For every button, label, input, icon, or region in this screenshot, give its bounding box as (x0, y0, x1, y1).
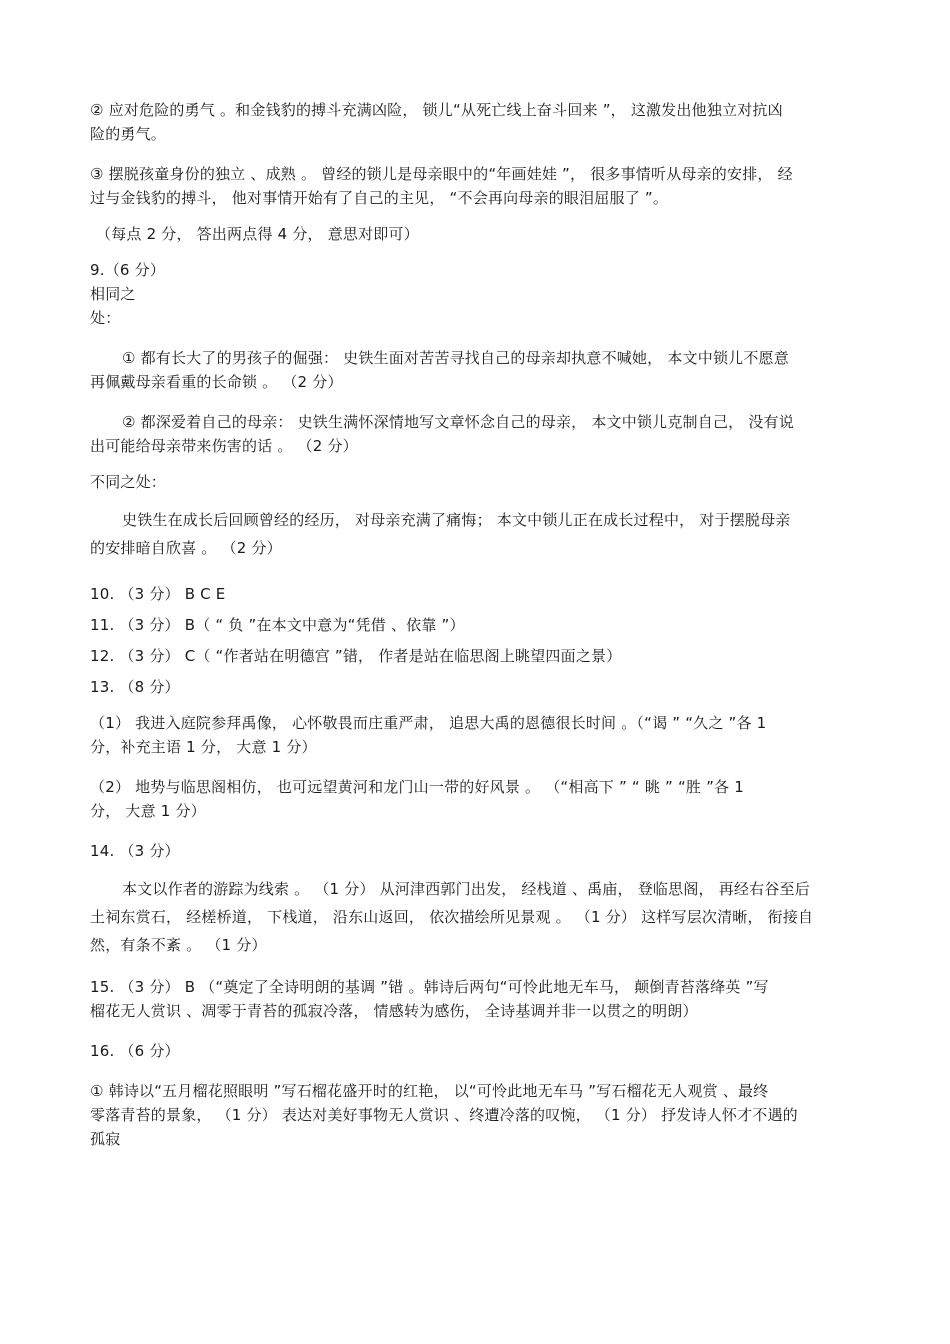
q9-diff-label: 不同之处： (90, 473, 167, 491)
q16-point-1 (90, 1079, 860, 1151)
text-line: 分， 大意 1 分） (90, 802, 206, 820)
answer-sheet-page (90, 98, 860, 1151)
text-line: ② 应对危险的勇气 。和金钱豹的搏斗充满凶险， 锁儿“从死亡线上奋斗回来 ”， 这激发出他独立对抗凶 (90, 101, 783, 119)
q12-answer: 12. （3 分） C（ “作者站在明德宫 ”错， 作者是站在临思阁上眺望四面之景） (90, 647, 622, 665)
text-line: 零落青苔的景象， （1 分） 表达对美好事物无人赏识 、终遭冷落的叹惋， （1 分） 抒发诗人怀才不遇的 (90, 1106, 798, 1124)
q13-part-2 (90, 775, 860, 823)
q14-header: 14. （3 分） (90, 842, 180, 860)
q13-part-1 (90, 711, 860, 759)
text-line: 土祠东赏石， 经槎桥道， 下栈道， 沿东山返回， 依次描绘所见景观 。 （1 分） 这样写层次清晰， 衔接自 (90, 908, 814, 926)
q9-same-point-2 (90, 410, 860, 458)
text-line: 过与金钱豹的搏斗， 他对事情开始有了自己的主见， “不会再向母亲的眼泪屈服了 ”。 (90, 189, 669, 207)
q8-point-2 (90, 98, 860, 146)
text-line: 险的勇气。 (90, 125, 167, 143)
q11-answer: 11. （3 分） B（ “ 负 ”在本文中意为“凭借 、依靠 ”） (90, 616, 465, 634)
text-line: 分，补充主语 1 分， 大意 1 分） (90, 738, 317, 756)
text-line: ① 韩诗以“五月榴花照眼明 ”写石榴花盛开时的红艳， 以“可怜此地无车马 ”写石榴花无人观赏 、最终 (90, 1082, 769, 1100)
q15-answer (90, 975, 860, 1023)
text-line: 史铁生在成长后回顾曾经的经历， 对母亲充满了痛悔； 本文中锁儿正在成长过程中， 对于摆脱母亲 (122, 511, 791, 529)
q9-header: 9.（6 分） (90, 261, 166, 279)
q8-scoring-note: （每点 2 分， 答出两点得 4 分， 意思对即可） (96, 225, 419, 243)
q10-answer: 10. （3 分） B C E (90, 585, 226, 603)
q16-header: 16. （6 分） (90, 1042, 180, 1060)
q14-answer (90, 875, 860, 959)
text-line: 然，有条不紊 。 （1 分） (90, 936, 267, 954)
text-line: 再佩戴母亲看重的长命锁 。 （2 分） (90, 373, 343, 391)
text-line: 榴花无人赏识 、凋零于青苔的孤寂冷落， 情感转为感伤， 全诗基调并非一以贯之的明朗） (90, 1002, 698, 1020)
q9-same-point-1 (90, 346, 860, 394)
text-line: ③ 摆脱孩童身份的独立 、成熟 。 曾经的锁儿是母亲眼中的“年画娃娃 ”， 很多事情听从母亲的安排， 经 (90, 165, 793, 183)
text-line: 相同之 (90, 285, 136, 303)
text-line: ① 都有长大了的男孩子的倔强： 史铁生面对苦苦寻找自己的母亲却执意不喊她， 本文中锁儿不愿意 (122, 349, 789, 367)
text-line: 处： (90, 309, 121, 327)
q13-header: 13. （8 分） (90, 678, 180, 696)
text-line: 本文以作者的游踪为线索 。 （1 分） 从河津西郭门出发， 经栈道 、禹庙， 登临思阁， 再经右谷至后 (122, 880, 810, 898)
text-line: （1） 我进入庭院参拜禹像， 心怀敬畏而庄重严肃， 追思大禹的恩德很长时间 。（“谒 ” “久之 ”各 1 (90, 714, 767, 732)
text-line: 出可能给母亲带来伤害的话 。 （2 分） (90, 437, 358, 455)
text-line: 的安排暗自欣喜 。 （2 分） (90, 539, 282, 557)
text-line: （2） 地势与临思阁相仿， 也可远望黄河和龙门山一带的好风景 。 （“相高下 ” “ 眺 ” “胜 ”各 1 (90, 778, 744, 796)
text-line: ② 都深爱着自己的母亲： 史铁生满怀深情地写文章怀念自己的母亲， 本文中锁儿克制自己， 没有说 (122, 413, 794, 431)
text-line: 15. （3 分） B （“奠定了全诗明朗的基调 ”错 。韩诗后两句“可怜此地无车马， 颠倒青苔落绛英 ”写 (90, 978, 769, 996)
q9-diff-point (90, 506, 860, 562)
q8-point-3 (90, 162, 860, 210)
q9-same-label (90, 282, 860, 330)
text-line: 孤寂 (90, 1130, 121, 1148)
